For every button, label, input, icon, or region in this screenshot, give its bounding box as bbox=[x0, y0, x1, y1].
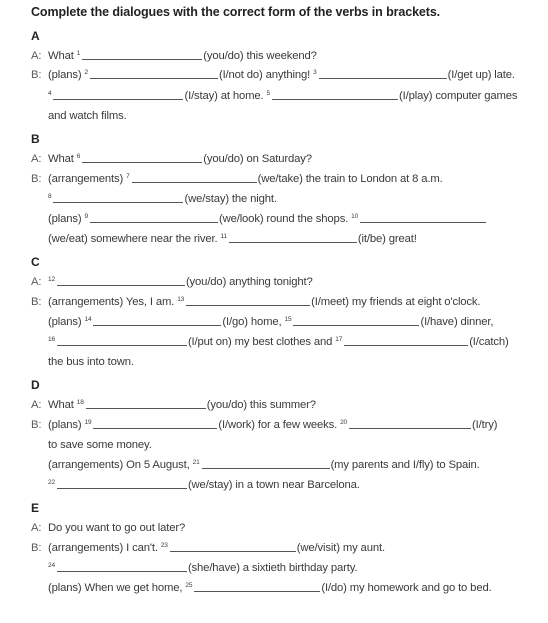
gap-number: 24 bbox=[48, 562, 55, 569]
dialogue-line bbox=[31, 151, 540, 167]
text: (you/do) this summer? bbox=[206, 399, 316, 411]
gap-number: 3 bbox=[313, 69, 317, 76]
gap-number: 16 bbox=[48, 336, 55, 343]
dialogue-line bbox=[48, 580, 540, 596]
text: (she/have) a sixtieth birthday party. bbox=[187, 562, 358, 574]
gap-number: 25 bbox=[185, 582, 193, 589]
speaker-label: A: bbox=[31, 50, 42, 62]
section-a-label: A bbox=[31, 29, 40, 43]
text: What bbox=[48, 50, 77, 62]
text: (I/put on) my best clothes and bbox=[187, 336, 336, 348]
dialogue-line bbox=[48, 560, 540, 576]
text: (arrangements) I can't. bbox=[48, 542, 161, 554]
answer-blank[interactable] bbox=[93, 315, 221, 326]
answer-blank[interactable] bbox=[57, 335, 187, 346]
dialogue-line bbox=[48, 88, 540, 104]
dialogue-line bbox=[31, 397, 540, 413]
dialogue-line bbox=[48, 211, 540, 227]
text: (plans) bbox=[48, 419, 85, 431]
dialogue-line bbox=[48, 231, 540, 247]
text: (arrangements) Yes, I am. bbox=[48, 296, 178, 308]
text: (you/do) on Saturday? bbox=[203, 153, 312, 165]
gap-number: 10 bbox=[351, 213, 359, 220]
text: (we/stay) the night. bbox=[184, 193, 277, 205]
text: (plans) When we get home, bbox=[48, 582, 186, 594]
answer-blank[interactable] bbox=[272, 89, 398, 100]
text: What bbox=[48, 399, 77, 411]
dialogue-line bbox=[31, 67, 540, 83]
dialogue-line bbox=[48, 477, 540, 493]
gap-number: 1 bbox=[76, 50, 81, 57]
gap-number: 23 bbox=[160, 542, 168, 549]
section-d-label: D bbox=[31, 378, 40, 392]
text: (you/do) anything tonight? bbox=[185, 276, 313, 288]
answer-blank[interactable] bbox=[132, 172, 257, 183]
gap-number: 13 bbox=[177, 296, 185, 303]
instruction: Complete the dialogues with the correct form of the verbs in brackets. bbox=[31, 5, 441, 19]
dialogue-line bbox=[48, 457, 540, 473]
answer-blank[interactable] bbox=[229, 232, 357, 243]
gap-number: 5 bbox=[266, 90, 270, 97]
answer-blank[interactable] bbox=[93, 418, 217, 429]
text: (I/do) my homework and go to bed. bbox=[321, 582, 492, 594]
dialogue-line bbox=[31, 294, 540, 310]
gap-number: 21 bbox=[192, 459, 200, 466]
answer-blank[interactable] bbox=[57, 561, 187, 572]
dialogue-line bbox=[48, 334, 540, 350]
dialogue-line bbox=[31, 48, 540, 64]
text: (you/do) this weekend? bbox=[203, 50, 317, 62]
answer-blank[interactable] bbox=[53, 89, 183, 100]
text: (plans) bbox=[48, 316, 85, 328]
text: and watch films. bbox=[48, 110, 127, 122]
text: (we/eat) somewhere near the river. bbox=[48, 233, 221, 245]
answer-blank[interactable] bbox=[186, 295, 310, 306]
text: (plans) bbox=[48, 69, 85, 81]
text: (we/take) the train to London at 8 a.m. bbox=[257, 173, 443, 185]
dialogue-line bbox=[48, 108, 540, 124]
section-c-label: C bbox=[31, 255, 40, 269]
gap-number: 22 bbox=[48, 479, 55, 486]
answer-blank[interactable] bbox=[82, 152, 202, 163]
speaker-label: B: bbox=[31, 419, 42, 431]
gap-number: 8 bbox=[48, 193, 52, 200]
gap-number: 14 bbox=[84, 316, 92, 323]
text: (I/catch) bbox=[469, 336, 509, 348]
text: (I/play) computer games bbox=[399, 90, 518, 102]
answer-blank[interactable] bbox=[57, 275, 185, 286]
dialogue-line bbox=[31, 520, 540, 536]
gap-number: 4 bbox=[48, 90, 52, 97]
dialogue-line bbox=[48, 437, 540, 453]
speaker-label: B: bbox=[31, 296, 42, 308]
text: (arrangements) On 5 August, bbox=[48, 459, 193, 471]
text: Do you want to go out later? bbox=[48, 522, 186, 534]
speaker-label: A: bbox=[31, 153, 42, 165]
text: What bbox=[48, 153, 77, 165]
dialogue-line bbox=[48, 314, 540, 330]
answer-blank[interactable] bbox=[57, 478, 187, 489]
speaker-label: B: bbox=[31, 69, 42, 81]
text: (I/meet) my friends at eight o'clock. bbox=[311, 296, 481, 308]
answer-blank[interactable] bbox=[360, 212, 486, 223]
gap-number: 15 bbox=[284, 316, 292, 323]
text: (plans) bbox=[48, 213, 85, 225]
gap-number: 7 bbox=[126, 173, 130, 180]
text: to save some money. bbox=[48, 439, 152, 451]
speaker-label: B: bbox=[31, 173, 42, 185]
text: (I/try) bbox=[472, 419, 498, 431]
speaker-label: A: bbox=[31, 276, 42, 288]
text: (I/stay) at home. bbox=[184, 90, 267, 102]
text: (I/go) home, bbox=[222, 316, 285, 328]
answer-blank[interactable] bbox=[90, 68, 218, 79]
answer-blank[interactable] bbox=[170, 541, 296, 552]
answer-blank[interactable] bbox=[53, 192, 183, 203]
dialogue-line bbox=[31, 417, 540, 433]
gap-number: 20 bbox=[340, 419, 348, 426]
section-b-label: B bbox=[31, 132, 40, 146]
text: (arrangements) bbox=[48, 173, 127, 185]
text: (we/stay) in a town near Barcelona. bbox=[187, 479, 360, 491]
dialogue-line bbox=[48, 191, 540, 207]
text: (we/look) round the shops. bbox=[218, 213, 352, 225]
dialogue-line bbox=[31, 274, 540, 290]
text: (we/visit) my aunt. bbox=[296, 542, 385, 554]
gap-number: 6 bbox=[76, 153, 81, 160]
answer-blank[interactable] bbox=[86, 398, 206, 409]
section-e-label: E bbox=[31, 501, 40, 515]
dialogue-line bbox=[48, 354, 540, 370]
speaker-label: A: bbox=[31, 522, 42, 534]
answer-blank[interactable] bbox=[202, 458, 330, 469]
text: (it/be) great! bbox=[357, 233, 417, 245]
text: (my parents and I/fly) to Spain. bbox=[330, 459, 480, 471]
dialogue-line bbox=[31, 540, 540, 556]
answer-blank[interactable] bbox=[90, 212, 218, 223]
answer-blank[interactable] bbox=[293, 315, 419, 326]
gap-number: 9 bbox=[84, 213, 88, 220]
gap-number: 2 bbox=[84, 69, 88, 76]
gap-number: 19 bbox=[84, 419, 92, 426]
answer-blank[interactable] bbox=[194, 581, 320, 592]
dialogue-line bbox=[31, 171, 540, 187]
text: (I/work) for a few weeks. bbox=[218, 419, 341, 431]
text: (I/get up) late. bbox=[447, 69, 515, 81]
gap-number: 11 bbox=[220, 233, 227, 240]
text: (I/have) dinner, bbox=[420, 316, 494, 328]
speaker-label: B: bbox=[31, 542, 42, 554]
answer-blank[interactable] bbox=[344, 335, 468, 346]
gap-number: 12 bbox=[48, 276, 55, 283]
text: the bus into town. bbox=[48, 356, 134, 368]
answer-blank[interactable] bbox=[319, 68, 447, 79]
gap-number: 17 bbox=[335, 336, 343, 343]
answer-blank[interactable] bbox=[349, 418, 471, 429]
text: (I/not do) anything! bbox=[218, 69, 314, 81]
gap-number: 18 bbox=[76, 399, 84, 406]
answer-blank[interactable] bbox=[82, 49, 202, 60]
speaker-label: A: bbox=[31, 399, 42, 411]
